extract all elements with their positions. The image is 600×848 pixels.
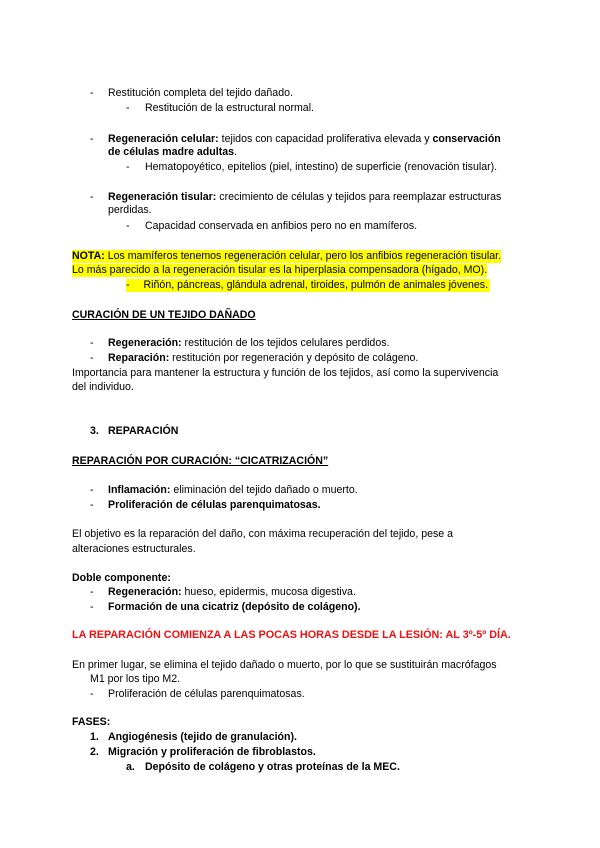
list-item-continuation: perdidas. bbox=[108, 204, 152, 216]
list-item-restitucion: Restitución completa del tejido dañado. bbox=[108, 87, 293, 99]
highlight-red-statement: LA REPARACIÓN COMIENZA A LAS POCAS HORAS DESDE LA LESIÓN: AL 3º-5º DÍA. bbox=[72, 629, 511, 641]
term: Regeneración: bbox=[108, 337, 182, 349]
term: de células madre adultas bbox=[108, 146, 235, 158]
bullet-dash: - bbox=[126, 102, 130, 114]
term: Regeneración celular: bbox=[108, 133, 219, 145]
definition: eliminación del tejido dañado o muerto. bbox=[170, 484, 358, 496]
bullet-dash: - bbox=[126, 279, 130, 291]
definition: tejidos con capacidad proliferativa elevada y bbox=[218, 133, 433, 145]
definition: crecimiento de células y tejidos para reemplazar estructuras bbox=[216, 191, 502, 203]
fase-deposito-colageno: Depósito de colágeno y otras proteínas de la MEC. bbox=[145, 761, 400, 773]
term: Regeneración: bbox=[108, 586, 182, 598]
nota-label: NOTA: bbox=[72, 250, 105, 262]
heading-curacion: CURACIÓN DE UN TEJIDO DAÑADO bbox=[72, 309, 256, 321]
paragraph-primer-lugar: En primer lugar, se elimina el tejido dañado o muerto, por lo que se sustituirán macrófagos bbox=[72, 659, 497, 671]
paragraph-importancia-cont: del individuo. bbox=[72, 381, 134, 393]
section-number: 3. bbox=[90, 425, 99, 437]
term: Inflamación: bbox=[108, 484, 171, 496]
bullet-dash: - bbox=[90, 586, 94, 598]
list-number: 1. bbox=[90, 731, 99, 743]
bullet-dash: - bbox=[90, 601, 94, 613]
list-item-reparacion bbox=[108, 352, 418, 365]
bullet-dash: - bbox=[90, 352, 94, 364]
list-item-proliferacion-2: Proliferación de células parenquimatosas. bbox=[108, 688, 305, 700]
heading-doble-componente: Doble componente: bbox=[72, 572, 171, 584]
term: Reparación: bbox=[108, 352, 170, 364]
paragraph-objetivo-cont: alteraciones estructurales. bbox=[72, 543, 196, 555]
nota-line-1 bbox=[72, 250, 501, 263]
heading-reparacion-curacion: REPARACIÓN POR CURACIÓN: “CICATRIZACIÓN” bbox=[72, 455, 329, 467]
list-item-regeneracion-celular bbox=[108, 133, 501, 146]
section-title: REPARACIÓN bbox=[108, 425, 179, 437]
sub-item-restitucion: Restitución de la estructural normal. bbox=[145, 102, 314, 114]
list-item-proliferacion: Proliferación de células parenquimatosas. bbox=[108, 499, 321, 511]
sub-item-hematopoyetico: Hematopoyético, epitelios (piel, intestino) de superficie (renovación tisular). bbox=[145, 161, 498, 173]
list-item-continuation bbox=[108, 146, 237, 159]
term: Regeneración tisular: bbox=[108, 191, 217, 203]
bullet-dash: - bbox=[90, 337, 94, 349]
fase-angiogenesis: Angiogénesis (tejido de granulación). bbox=[108, 731, 297, 743]
heading-fases: FASES: bbox=[72, 716, 111, 728]
list-letter: a. bbox=[126, 761, 135, 773]
bullet-dash: - bbox=[126, 220, 130, 232]
nota-sub-item bbox=[126, 279, 490, 292]
definition: hueso, epidermis, mucosa digestiva. bbox=[181, 586, 356, 598]
definition: restitución por regeneración y depósito de colágeno. bbox=[169, 352, 419, 364]
bullet-dash: - bbox=[90, 499, 94, 511]
list-item-cicatriz: Formación de una cicatriz (depósito de colágeno). bbox=[108, 601, 361, 613]
term: conservación bbox=[432, 133, 501, 145]
bullet-dash: - bbox=[90, 484, 94, 496]
bullet-dash: - bbox=[90, 191, 94, 203]
bullet-dash: - bbox=[90, 87, 94, 99]
list-item-regeneracion-doble bbox=[108, 586, 356, 599]
sub-item-anfibios: Capacidad conservada en anfibios pero no en mamíferos. bbox=[145, 220, 418, 232]
list-item-inflamacion bbox=[108, 484, 358, 497]
paragraph-importancia: Importancia para mantener la estructura y función de los tejidos, así como la supervivencia bbox=[72, 367, 499, 379]
bullet-dash: - bbox=[90, 688, 94, 700]
paragraph-objetivo: El objetivo es la reparación del daño, con máxima recuperación del tejido, pese a bbox=[72, 528, 454, 540]
nota-text: Los mamíferos tenemos regeneración celular, pero los anfibios regeneración tisular. bbox=[104, 250, 502, 262]
fase-migracion: Migración y proliferación de fibroblastos. bbox=[108, 746, 316, 758]
paragraph-primer-lugar-cont: M1 por los tipo M2. bbox=[90, 673, 181, 685]
list-number: 2. bbox=[90, 746, 99, 758]
punct: . bbox=[234, 146, 237, 158]
nota-sub-text: Riñón, páncreas, glándula adrenal, tiroides, pulmón de animales jóvenes. bbox=[143, 279, 489, 291]
bullet-dash: - bbox=[90, 133, 94, 145]
nota-line-2: Lo más parecido a la regeneración tisular es la hiperplasia compensadora (hígado, MO). bbox=[72, 264, 488, 276]
list-item-regeneracion-tisular bbox=[108, 191, 501, 204]
definition: restitución de los tejidos celulares perdidos. bbox=[181, 337, 390, 349]
list-item-regeneracion bbox=[108, 337, 389, 350]
bullet-dash: - bbox=[126, 161, 130, 173]
